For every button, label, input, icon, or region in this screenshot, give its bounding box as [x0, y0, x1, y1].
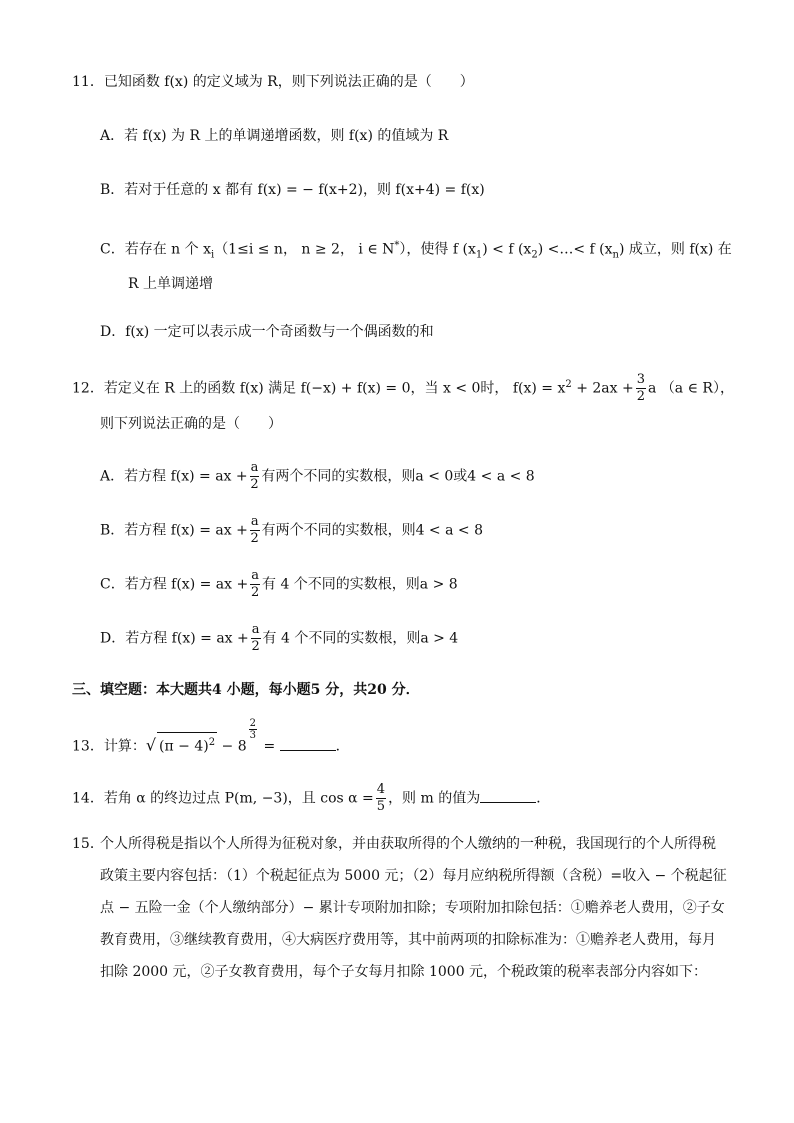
q12-stem-c: a （a ∈ R），	[648, 380, 734, 397]
q11-c-part2: （1≤i ≤ n， n ≥ 2， i ∈ N	[214, 241, 395, 258]
q13-exponent	[249, 718, 257, 741]
q14-answer-blank[interactable]	[480, 788, 536, 803]
q11-stem-line	[72, 72, 474, 92]
q12-d-suffix: 有 4 个不同的实数根，则a > 4	[262, 630, 459, 647]
q13-text: 计算：	[103, 738, 146, 755]
q12-option-a	[100, 460, 535, 493]
q14-frac-num: 4	[376, 782, 386, 797]
q15-line-4: 教育费用，③继续教育费用，④大病医疗费用等，其中前两项的扣除标准为：①赡养老人费用，每月	[100, 932, 716, 948]
q13-number: 13．	[72, 738, 104, 755]
q11-number: 11．	[72, 74, 104, 90]
q15-line-2: 政策主要内容包括：（1）个税起征点为 5000 元；（2）每月应纳税所得额（含税）=收入 − 个税起征	[100, 868, 727, 884]
q12-d-label: D．	[100, 630, 126, 647]
q12-a-fraction	[250, 460, 260, 493]
q13-equals: =	[259, 738, 280, 755]
q14-line	[72, 782, 550, 815]
q11-option-c-line1: C．若存在 n 个 $x_i(1\le i \le n$， n ≥ 2， i ∈ N*），使得 f $(x_1) < f$ $(x_2)$ <…< f $(x_n)$ 成立，则 f(x) 在	[100, 240, 732, 261]
q12-stem-line: 12．若定义在 R 上的函数 f(x) 满足 f(−x) + f(x) = 0，当 x < 0时， $f(x) = x^2 + 2ax$ + $\frac{3}{2}$ a （a ∈ R），	[72, 372, 734, 404]
q12-d-frac-num: a	[251, 622, 260, 637]
q12-stem-line2: 则下列说法正确的是（ ）	[100, 416, 282, 432]
q11-option-d: D．f(x) 一定可以表示成一个奇函数与一个偶函数的和	[100, 324, 434, 340]
q15-line-1: 个人所得税是指以个人所得为征税对象，并由获取所得的个人缴纳的一种税，我国现行的个人所得税	[100, 836, 716, 852]
q14-fraction	[376, 782, 386, 815]
q12-b-prefix: 若方程 f(x) = ax +	[124, 522, 248, 539]
q13-square: 2	[208, 737, 216, 748]
q12-stem-fraction	[636, 372, 646, 405]
q12-stem-frac-num: 3	[636, 372, 646, 387]
q15-number: 15．	[72, 836, 104, 852]
q12-option-c	[100, 568, 458, 601]
q12-c-frac-den: 2	[250, 585, 260, 600]
q12-d-frac-den: 2	[251, 639, 260, 654]
q11-option-a: A．若 f(x) 为 R 上的单调递增函数，则 f(x) 的值域为 R	[100, 128, 449, 144]
q13-line: 13．计算：√ $(\pi - 4)^2 - 8$ $\frac{2}{3}$ = ．	[72, 718, 350, 755]
q12-d-prefix: 若方程 f(x) = ax +	[125, 630, 249, 647]
q12-a-prefix: 若方程 f(x) = ax +	[124, 468, 248, 485]
q11-c-part4: ) < f (x	[482, 241, 532, 258]
q12-option-b	[100, 514, 483, 547]
q13-end: ．	[335, 738, 350, 755]
q13-answer-blank[interactable]	[280, 736, 336, 751]
q13-sqrt-body: (π − 4)	[159, 738, 209, 755]
q14-end: ．	[536, 790, 551, 807]
q13-sqrt	[157, 732, 217, 757]
q12-c-fraction	[250, 568, 260, 601]
q12-c-prefix: 若方程 f(x) = ax +	[124, 576, 249, 593]
q12-option-d	[100, 622, 458, 655]
q12-number: 12．	[72, 380, 104, 397]
q12-c-frac-num: a	[251, 568, 259, 583]
q12-d-fraction	[251, 622, 261, 655]
q13-minus: − 8	[217, 738, 247, 755]
q12-stem-frac-den: 2	[636, 389, 646, 404]
q11-c-part3: ），使得 f (x	[399, 241, 476, 258]
q11-c-part1: C．若存在 n 个 x	[100, 241, 211, 258]
q11-stem: 已知函数 f(x) 的定义域为 R，则下列说法正确的是（ ）	[103, 74, 474, 90]
q12-a-label: A．	[100, 468, 125, 485]
q12-c-suffix: 有 4 个不同的实数根，则a > 8	[262, 576, 458, 593]
q13-exp-den: 3	[249, 730, 256, 741]
q12-b-fraction	[250, 514, 260, 547]
q12-stem-a: 若定义在 R 上的函数 f(x) 满足 f(−x) + f(x) = 0，当 x < 0时， f(x) = x	[103, 380, 566, 397]
q12-stem-b: + 2ax +	[571, 380, 634, 397]
q11-option-b: B．若对于任意的 x 都有 f(x) = − f(x+2)，则 f(x+4) = f(x)	[100, 182, 485, 198]
q12-b-frac-den: 2	[250, 531, 259, 546]
q14-number: 14．	[72, 790, 104, 807]
q14-frac-den: 5	[376, 799, 386, 814]
q14-text-b: ，则 m 的值为	[388, 790, 481, 807]
q13-exp-num: 2	[249, 718, 256, 729]
q12-b-label: B．	[100, 522, 125, 539]
q14-text-a: 若角 α 的终边过点 P(m, −3)，且 cos α =	[103, 790, 374, 807]
q11-c-part5: ) <…< f (x	[537, 241, 613, 258]
q11-option-c-line2: R 上单调递增	[128, 276, 213, 292]
q12-a-frac-num: a	[250, 460, 259, 475]
q15-line-5: 扣除 2000 元，②子女教育费用，每个子女每月扣除 1000 元，个税政策的税率表部分内容如下：	[100, 964, 708, 980]
q12-b-suffix: 有两个不同的实数根，则4 < a < 8	[261, 522, 484, 539]
q15-line-3: 点 − 五险一金（个人缴纳部分）− 累计专项附加扣除；专项附加扣除包括：①赡养老人费用，②子女	[100, 900, 725, 916]
q12-b-frac-num: a	[250, 514, 259, 529]
q12-a-suffix: 有两个不同的实数根，则a < 0或4 < a < 8	[261, 468, 535, 485]
q12-c-label: C．	[100, 576, 125, 593]
q11-c-part6: ) 成立，则 f(x) 在	[618, 241, 732, 258]
q12-a-frac-den: 2	[250, 477, 259, 492]
section-3-heading: 三、填空题：本大题共4 小题，每小题5 分，共20 分．	[72, 682, 420, 698]
